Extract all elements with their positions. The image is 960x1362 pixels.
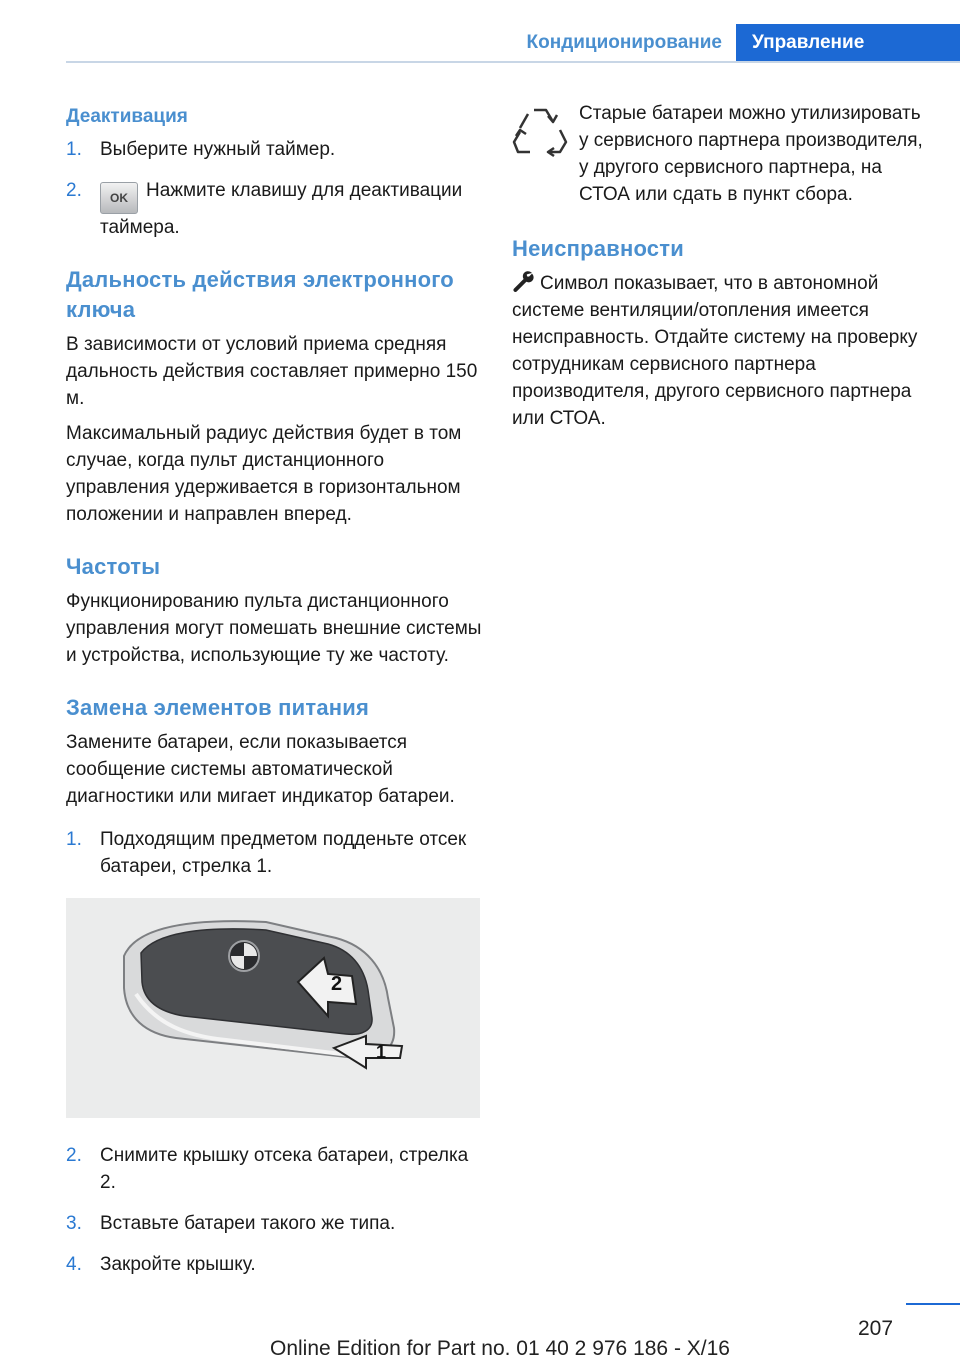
wrench-icon [512,270,534,292]
recycle-icon [512,102,568,160]
header-divider [66,61,960,63]
list-text: Подходящим предметом подденьте отсек батареи, стрелка 1. [100,829,467,877]
list-item [66,1251,484,1278]
list-number: 4. [66,1254,82,1275]
list-text: Выберите нужный таймер. [100,139,336,160]
key-fob-illustration [66,898,480,1118]
list-number: 1. [66,139,82,160]
list-item [66,136,484,163]
faults-text: Символ показывает, что в автономной системе вентиляции/отопления имеется неисправность. Отдайте систему на проверку сотрудникам сервисного партнера производителя, другого сервисного партнера или СТОА. [512,273,918,429]
figure-label-1: 1 [376,1042,387,1062]
right-column [512,100,924,440]
deactivation-heading: Деактивация [66,106,188,127]
header-tab-climate[interactable]: Кондиционирование [526,32,722,53]
frequencies-heading: Частоты [66,554,161,579]
list-text: Вставьте батареи такого же типа. [100,1213,396,1234]
battery-paragraph: Замените батареи, если показывается сообщение системы автоматической диагностики или мигает индикатор батареи. [66,732,455,807]
faults-heading: Неисправности [512,236,684,261]
list-number: 2. [66,180,82,201]
page-number: 207 [858,1317,894,1340]
range-heading: Дальность действия электронного ключа [66,267,454,322]
ok-button-icon: OK [100,182,138,214]
list-text: Нажмите клавишу для деактивации таймера. [100,180,463,238]
list-number: 3. [66,1213,82,1234]
figure-label-2: 2 [331,973,343,995]
list-item [66,826,484,880]
list-number: 1. [66,829,82,850]
list-text: Снимите крышку отсека батареи, стрелка 2. [100,1145,469,1193]
list-item [66,177,484,241]
header-tab-controls[interactable]: Управление [736,24,960,62]
frequencies-paragraph: Функционированию пульта дистанционного управления могут помешать внешние системы и устройства, использующие ту же частоту. [66,591,482,666]
recycle-text: Старые батареи можно утилизировать у сервисного партнера производителя, у другого сервисного партнера, на СТОА или сдать в пункт сбора. [579,103,923,205]
left-column [66,100,484,1292]
list-text: Закройте крышку. [100,1254,256,1275]
faults-paragraph [512,270,924,432]
range-paragraph: В зависимости от условий приема средняя дальность действия составляет примерно 150 м. [66,334,478,409]
list-item [66,1142,484,1196]
battery-heading: Замена элементов питания [66,695,370,720]
key-fob-figure [66,898,480,1118]
list-number: 2. [66,1145,82,1166]
list-item [66,1210,484,1237]
range-paragraph: Максимальный радиус действия будет в том случае, когда пульт дистанционного управления удерживается в горизонтальном положении и направлен вперед. [66,423,462,525]
footer-divider [906,1303,960,1305]
edition-note: Online Edition for Part no. 01 40 2 976 186 - X/16 [270,1337,730,1360]
recycle-note [512,100,924,208]
